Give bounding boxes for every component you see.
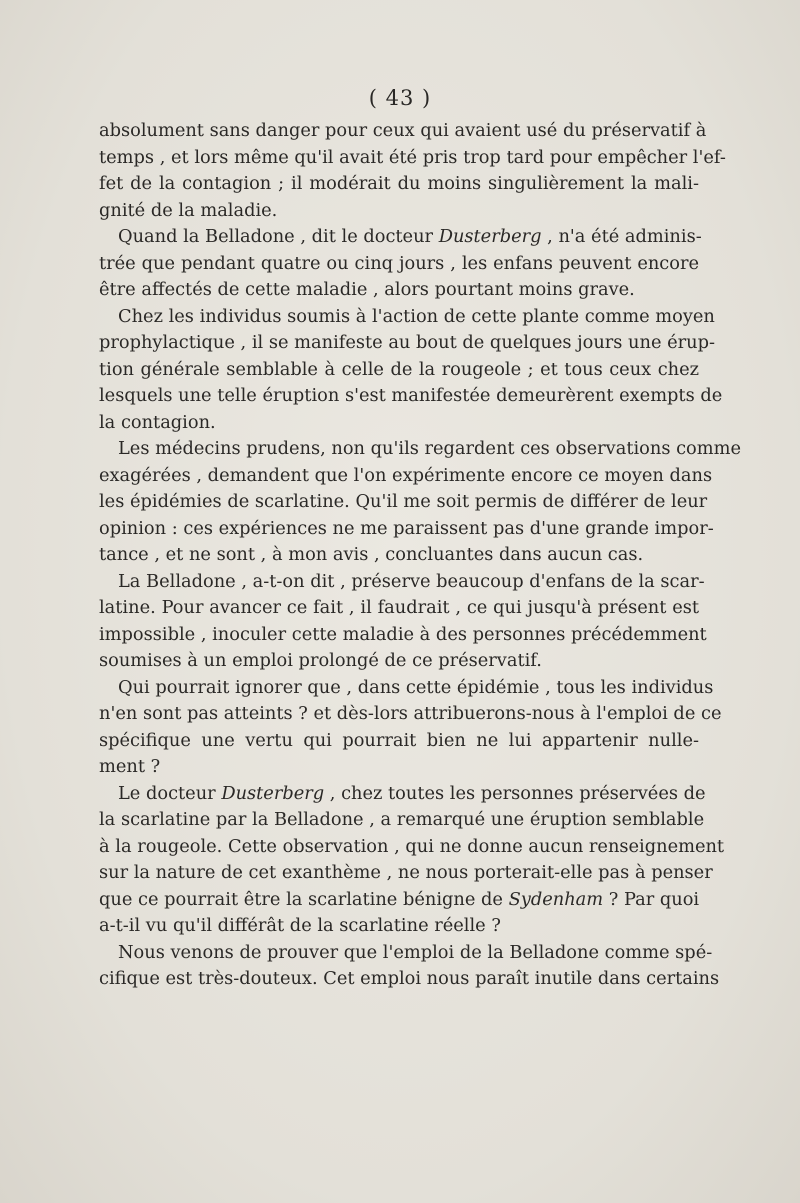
paragraph bbox=[99, 224, 702, 304]
text-line bbox=[99, 198, 699, 225]
text-run: gnité de la maladie. bbox=[99, 199, 278, 221]
text-run: Chez les individus soumis à l'action de cette plante comme moyen bbox=[118, 305, 715, 327]
paragraph bbox=[99, 675, 722, 781]
paragraph bbox=[99, 781, 725, 940]
paragraph bbox=[99, 304, 723, 437]
text-line bbox=[99, 701, 722, 728]
text-line bbox=[99, 145, 726, 172]
text-line bbox=[99, 436, 742, 463]
text-run: absolument sans danger pour ceux qui avaient usé du préservatif à bbox=[99, 120, 707, 141]
text-run: a-t-il vu qu'il différât de la scarlatine réelle ? bbox=[99, 915, 501, 936]
paragraph bbox=[99, 436, 742, 569]
text-line bbox=[99, 251, 699, 278]
italic-name: Dusterberg bbox=[438, 226, 542, 247]
text-line bbox=[99, 463, 713, 490]
text-line bbox=[99, 728, 699, 755]
text-run: être affectés de cette maladie , alors pourtant moins grave. bbox=[99, 279, 635, 300]
text-line bbox=[99, 383, 723, 410]
text-run: , n'a été adminis- bbox=[541, 226, 702, 247]
text-run: Les médecins prudens, non qu'ils regardent ces observations comme bbox=[118, 438, 742, 459]
text-run: la scarlatine par la Belladone , a remarqué une éruption semblable bbox=[99, 809, 705, 830]
text-run: cifique est très-douteux. Cet emploi nous paraît inutile dans certains bbox=[99, 968, 720, 989]
text-run: latine. Pour avancer ce fait , il faudrait , ce qui jusqu'à présent est bbox=[99, 597, 699, 618]
text-run: Quand la Belladone , dit le docteur bbox=[118, 226, 439, 247]
text-run: Qui pourrait ignorer que , dans cette épidémie , tous les individus bbox=[118, 676, 714, 698]
text-line bbox=[99, 357, 699, 384]
text-line bbox=[99, 277, 699, 304]
text-run: ? Par quoi bbox=[603, 888, 700, 910]
text-line bbox=[99, 569, 705, 596]
text-run: fet de la contagion ; il modérait du moins singulièrement la mali- bbox=[99, 173, 699, 194]
text-run: exagérées , demandent que l'on expérimente encore ce moyen dans bbox=[99, 464, 713, 486]
text-line bbox=[99, 516, 714, 543]
text-run: sur la nature de cet exanthème , ne nous porterait-elle pas à penser bbox=[99, 862, 713, 883]
text-line bbox=[99, 966, 720, 993]
text-line bbox=[99, 224, 702, 251]
text-run: trée que pendant quatre ou cinq jours , les enfans peuvent encore bbox=[99, 252, 699, 274]
text-run: Nous venons de prouver que l'emploi de la Belladone comme spé- bbox=[118, 941, 713, 963]
text-run: tance , et ne sont , à mon avis , concluantes dans aucun cas. bbox=[99, 544, 644, 565]
text-line bbox=[99, 887, 699, 914]
text-run: La Belladone , a-t-on dit , préserve beaucoup d'enfans de la scar- bbox=[118, 570, 705, 592]
text-run: prophylactique , il se manifeste au bout de quelques jours une érup- bbox=[99, 332, 716, 353]
text-line bbox=[99, 410, 699, 437]
italic-name: Dusterberg bbox=[221, 782, 325, 804]
text-line bbox=[99, 860, 713, 887]
text-run: tion générale semblable à celle de la rougeole ; et tous ceux chez bbox=[99, 358, 699, 380]
text-line bbox=[99, 648, 699, 675]
paragraph bbox=[99, 569, 707, 675]
text-line bbox=[99, 754, 699, 781]
text-line bbox=[99, 595, 699, 622]
paragraph bbox=[99, 118, 726, 224]
text-line bbox=[99, 171, 699, 198]
text-run: temps , et lors même qu'il avait été pris trop tard pour empêcher l'ef- bbox=[99, 146, 726, 168]
paragraph bbox=[99, 940, 720, 993]
text-run: soumises à un emploi prolongé de ce préservatif. bbox=[99, 650, 542, 671]
text-line bbox=[99, 675, 714, 702]
text-run: les épidémies de scarlatine. Qu'il me soit permis de différer de leur bbox=[99, 491, 708, 512]
text-run: la contagion. bbox=[99, 411, 216, 433]
text-run: à la rougeole. Cette observation , qui ne donne aucun renseignement bbox=[99, 835, 725, 857]
text-run: ment ? bbox=[99, 756, 161, 777]
text-run: Le docteur bbox=[118, 782, 222, 804]
text-line bbox=[99, 622, 707, 649]
text-line bbox=[99, 542, 699, 569]
text-run: spécifique une vertu qui pourrait bien ne lui appartenir nulle- bbox=[99, 729, 699, 751]
text-run: que ce pourrait être la scarlatine bénigne de bbox=[99, 888, 509, 910]
text-run: opinion : ces expériences ne me paraissent pas d'une grande impor- bbox=[99, 517, 714, 539]
page-number: ( 43 ) bbox=[368, 86, 432, 110]
text-line bbox=[99, 489, 708, 516]
text-line bbox=[99, 781, 706, 808]
text-line bbox=[99, 834, 725, 861]
text-run: lesquels une telle éruption s'est manifestée demeurèrent exempts de bbox=[99, 385, 723, 406]
text-line bbox=[99, 118, 707, 145]
text-line bbox=[99, 913, 699, 940]
text-line bbox=[99, 940, 713, 967]
text-run: , chez toutes les personnes préservées de bbox=[324, 782, 706, 804]
body-text bbox=[99, 118, 742, 993]
text-line bbox=[99, 807, 705, 834]
italic-name: Sydenham bbox=[508, 888, 604, 910]
text-run: impossible , inoculer cette maladie à des personnes précédemment bbox=[99, 623, 707, 645]
text-line bbox=[99, 304, 715, 331]
text-line bbox=[99, 330, 716, 357]
text-run: n'en sont pas atteints ? et dès-lors attribuerons-nous à l'emploi de ce bbox=[99, 703, 722, 724]
